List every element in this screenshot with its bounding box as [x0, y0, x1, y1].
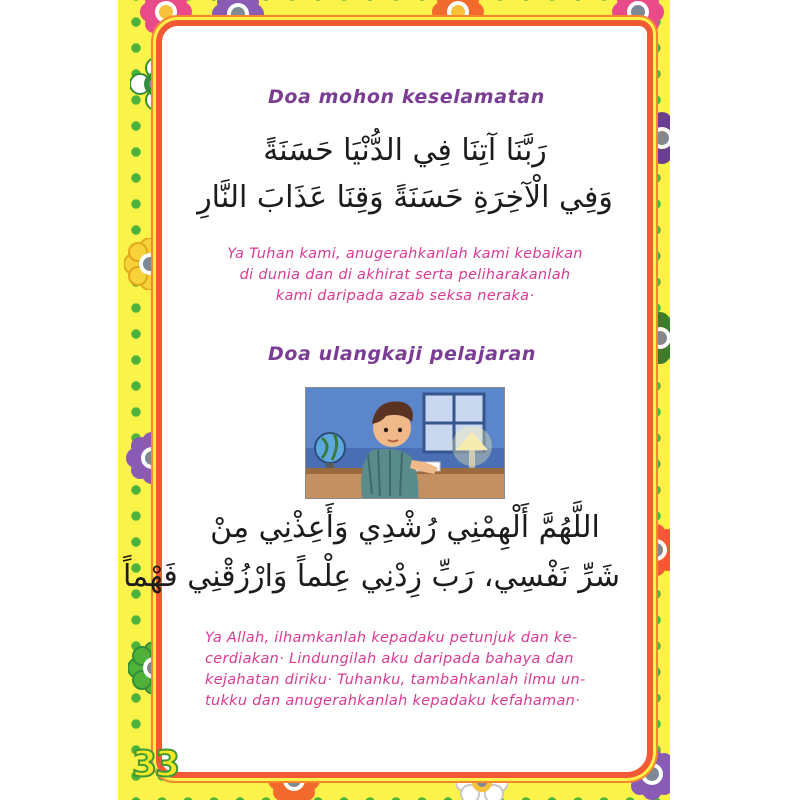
study-boy-illustration: [305, 387, 505, 499]
section-2-arabic-line-2: شَرِّ نَفْسِي، رَبِّ زِدْنِي عِلْماً وَارْزُقْنِي فَهْماً: [123, 559, 620, 594]
translation-line: tukku dan anugerahkanlah kepadaku kefahaman·: [205, 693, 581, 709]
section-1-heading: Doa mohon keselamatan: [268, 86, 545, 108]
section-1-translation: [190, 244, 620, 307]
translation-line: Ya Allah, ilhamkanlah kepadaku petunjuk dan ke-: [205, 630, 578, 646]
page-number: 33: [132, 744, 179, 785]
section-2-arabic-line-1: اللَّهُمَّ أَلْهِمْنِي رُشْدِي وَأَعِذْنِي مِنْ: [210, 510, 600, 545]
section-2-translation: [205, 628, 625, 712]
translation-line: kejahatan diriku· Tuhanku, tambahkanlah ilmu un-: [205, 672, 586, 688]
section-2-heading: Doa ulangkaji pelajaran: [268, 343, 537, 365]
translation-line: kami daripada azab seksa neraka·: [275, 288, 535, 304]
translation-line: cerdiakan· Lindungilah aku daripada bahaya dan: [205, 651, 574, 667]
section-1-arabic-line-1: رَبَّنَا آتِنَا فِي الدُّنْيَا حَسَنَةً: [263, 133, 547, 168]
section-1-arabic-line-2: وَفِي الْآخِرَةِ حَسَنَةً وَقِنَا عَذَابَ النَّارِ: [197, 180, 613, 215]
translation-line: Ya Tuhan kami, anugerahkanlah kami kebaikan: [227, 246, 583, 262]
translation-line: di dunia dan di akhirat serta peliharakanlah: [239, 267, 571, 283]
